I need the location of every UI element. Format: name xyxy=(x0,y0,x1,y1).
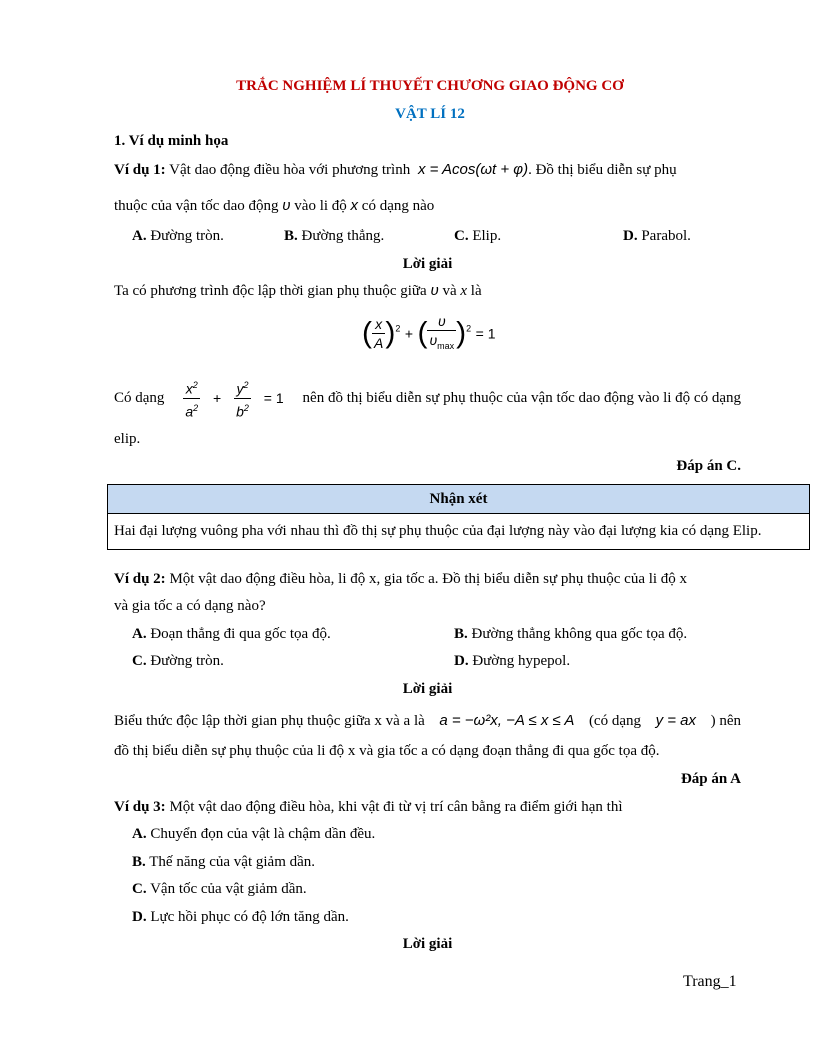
displacement-symbol: x xyxy=(350,197,359,214)
example-2-solution-line1: Biểu thức độc lập thời gian phụ thuộc giữa x và a là a = −ω²x, −A ≤ x ≤ A (có dạng y = ax ) nên xyxy=(114,712,741,729)
example-2-option-a: A. Đoạn thẳng đi qua gốc tọa độ. xyxy=(132,626,331,642)
example-1-text-e: có dạng nào xyxy=(361,198,435,214)
example-2-option-c: C. Đường tròn. xyxy=(132,653,224,669)
example-1-option-c: C. Elip. xyxy=(454,228,502,244)
velocity-symbol: υ xyxy=(282,197,291,214)
example-1-solution-heading: Lời giải xyxy=(402,256,453,272)
example-2-option-d: D. Đường hypepol. xyxy=(454,653,571,669)
example-1-solution-line2: Có dạng $\frac{x^2}{a^2}$ + $\frac{y^2}{b^2}$ = 1 nên đồ thị biểu diễn sự phụ thuộc của vận tốc dao động vào li độ có dạng xyxy=(114,376,741,420)
example-2-option-b: B. Đường thẳng không qua gốc tọa độ. xyxy=(454,626,688,642)
example-1-answer: Đáp án C. xyxy=(676,458,741,474)
example-3-solution-heading: Lời giải xyxy=(402,936,453,952)
example-3-option-d: D. Lực hồi phục có độ lớn tăng dần. xyxy=(132,909,349,925)
document-subtitle: VẬT LÍ 12 xyxy=(395,106,465,122)
example-1-solution-line1: Ta có phương trình độc lập thời gian phụ thuộc giữa υ và x là xyxy=(114,282,482,299)
example-1-solution-line3: elip. xyxy=(114,431,141,447)
example-3-option-b: B. Thế năng của vật giảm dần. xyxy=(132,854,316,870)
example-1-label: Ví dụ 1: xyxy=(114,162,166,178)
example-2-question-line2: và gia tốc a có dạng nào? xyxy=(114,598,266,614)
example-1-text-b: . Đồ thị biểu diễn sự phụ xyxy=(528,162,677,178)
example-1-question-line2 xyxy=(114,196,434,216)
example-1-equation: ( $\frac{x}{A}$ )$^2$ + ( $\frac{\upsilon}{\upsilon_{max}}$ )$^2$ = 1 xyxy=(362,313,496,351)
document-title: TRẮC NGHIỆM LÍ THUYẾT CHƯƠNG GIAO ĐỘNG CƠ xyxy=(236,78,624,94)
example-2-answer: Đáp án A xyxy=(680,771,741,787)
section-heading: 1. Ví dụ minh họa xyxy=(114,133,229,149)
example-3-option-a: A. Chuyển đọn của vật là chậm dần đều. xyxy=(132,826,376,842)
example-1-option-a: A. Đường tròn. xyxy=(132,228,224,244)
example-1-option-b: B. Đường thẳng. xyxy=(284,228,385,244)
example-1-question xyxy=(114,160,741,180)
example-1-text: Vật dao động điều hòa với phương trình xyxy=(169,162,411,178)
example-2-question: Ví dụ 2: Một vật dao động điều hòa, li độ x, gia tốc a. Đồ thị biểu diễn sự phụ thuộc của li độ x xyxy=(114,571,688,587)
example-1-text-d: vào li độ xyxy=(294,198,347,214)
page-number: Trang_1 xyxy=(683,973,737,990)
example-2-solution-line2: đồ thị biểu diễn sự phụ thuộc của li độ x và gia tốc a có dạng đoạn thẳng đi qua gốc tọa độ. xyxy=(114,743,660,759)
example-3-question: Ví dụ 3: Một vật dao động điều hòa, khi vật đi từ vị trí cân bằng ra điểm giới hạn thì xyxy=(114,799,623,815)
example-1-formula: x = Acos(ωt + φ) xyxy=(417,161,529,178)
remark-heading: Nhận xét xyxy=(108,485,809,514)
example-1-option-d: D. Parabol. xyxy=(623,228,691,244)
example-2-solution-heading: Lời giải xyxy=(402,681,453,697)
example-1-text-c: thuộc của vận tốc dao động xyxy=(114,198,279,214)
example-3-option-c: C. Vận tốc của vật giảm dần. xyxy=(132,881,307,897)
remark-box xyxy=(107,484,810,550)
remark-body: Hai đại lượng vuông pha với nhau thì đồ thị sự phụ thuộc của đại lượng này vào đại lượng kia có dạng Elip. xyxy=(114,523,762,539)
